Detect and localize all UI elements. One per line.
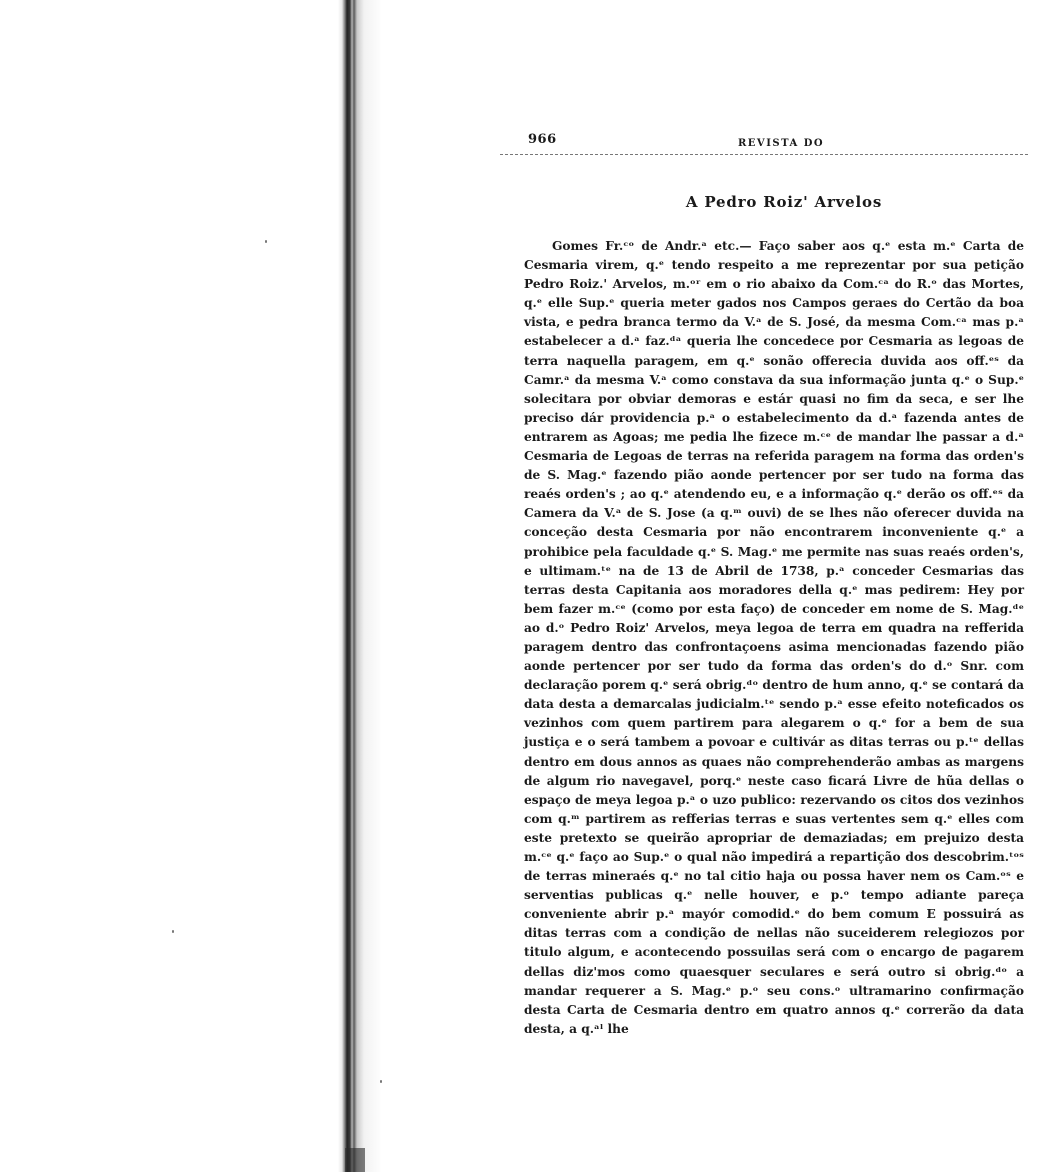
- paper-speck: [380, 1080, 382, 1083]
- journal-title: REVISTA DO: [738, 138, 825, 149]
- running-head: [500, 128, 1028, 155]
- book-gutter-shadow: [338, 0, 382, 1172]
- gutter-foot-mark: [345, 1148, 365, 1172]
- paper-speck: [172, 930, 174, 933]
- page-number: 966: [528, 132, 557, 147]
- book-page: [500, 128, 1028, 1039]
- paper-speck: [265, 240, 267, 243]
- document-title: A Pedro Roiz' Arvelos: [685, 193, 883, 211]
- body-paragraph: Gomes Fr.ᶜᵒ de Andr.ᵃ etc.— Faço saber aos q.ᵉ esta m.ᵉ Carta de Cesmaria virem, q.ᵉ tendo respeito a me reprezentar por sua petição Pedro Roiz.' Arvelos, m.ᵒʳ em o rio abaixo da Com.ᶜᵃ do R.ᵒ das Mortes, q.ᵉ elle Sup.ᵉ queria meter gados nos Campos geraes do Certão da boa vista, e pedra branca termo da V.ᵃ de S. José, da mesma Com.ᶜᵃ mas p.ᵃ estabelecer a d.ᵃ faz.ᵈᵃ queria lhe concedece por Cesmaria as legoas de terra naquella paragem, em q.ᵉ sonão offerecia duvida aos off.ᵉˢ da Camr.ᵃ da mesma V.ᵃ como constava da sua informação junta q.ᵉ o Sup.ᵉ solecitara por obviar demoras e estár quasi no fim da seca, e ser lhe preciso dár providencia p.ᵃ o estabelecimento da d.ᵃ fazenda antes de entrarem as Agoas; me pedia lhe fizece m.ᶜᵉ de mandar lhe passar a d.ᵃ Cesmaria de Legoas de terras na referida paragem na forma das orden's de S. Mag.ᵉ fazendo pião aonde pertencer por ser tudo na forma das reaés orden's ; ao q.ᵉ atendendo eu, e a informação q.ᵉ derão os off.ᵉˢ da Camera da V.ᵃ de S. Jose (a q.ᵐ ouvi) de se lhes não oferecer duvida na conceção desta Cesmaria por não encontrarem inconveniente q.ᵉ a prohibice pela faculdade q.ᵉ S. Mag.ᵉ me permite nas suas reaés orden's, e ultimam.ᵗᵉ na de 13 de Abril de 1738, p.ᵃ conceder Cesmarias das terras desta Capitania aos moradores della q.ᵉ mas pedirem: Hey por bem fazer m.ᶜᵉ (como por esta faço) de conceder em nome de S. Mag.ᵈᵉ ao d.ᵒ Pedro Roiz' Arvelos, meya legoa de terra em quadra na refferida paragem dentro das confrontaçoens asima mencionadas fazendo pião aonde pertencer por ser tudo da forma das orden's do d.ᵒ Snr. com declaração porem q.ᵉ será obrig.ᵈᵒ dentro de hum anno, q.ᵉ se contará da data desta a demarcalas judicialm.ᵗᵉ sendo p.ᵃ esse efeito noteficados os vezinhos com quem partirem para alegarem o q.ᵉ for a bem de sua justiça e o será tambem a povoar e cultivár as ditas terras ou p.ᵗᵉ dellas dentro em dous annos as quaes não comprehenderão ambas as margens de algum rio navegavel, porq.ᵉ neste caso ficará Livre de hũa dellas o espaço de meya legoa p.ᵃ o uzo publico: rezervando os citos dos vezinhos com q.ᵐ partirem as refferias terras e suas vertentes sem q.ᵉ elles com este pretexto se queirão apropriar de demaziadas; em prejuizo desta m.ᶜᵉ q.ᵉ faço ao Sup.ᵉ o qual não impedirá a repartição dos descobrim.ᵗᵒˢ de terras mineraés q.ᵉ no tal citio haja ou possa haver nem os Cam.ᵒˢ e serventias publicas q.ᵉ nelle houver, e p.ᵒ tempo adiante pareça conveniente abrir p.ᵃ mayór comodid.ᵉ do bem comum E possuirá as ditas terras com a condição de nellas não suceiderem relegiozos por titulo algum, e acontecendo possuilas será com o encargo de pagarem dellas diz'mos como quaesquer seculares e será outro si obrig.ᵈᵒ a mandar requerer a S. Mag.ᵉ p.ᵒ seu cons.ᵒ ultramarino confirmação desta Carta de Cesmaria dentro em quatro annos q.ᵉ correrão da data desta, a q.ᵃˡ lhe: [524, 239, 1024, 1036]
